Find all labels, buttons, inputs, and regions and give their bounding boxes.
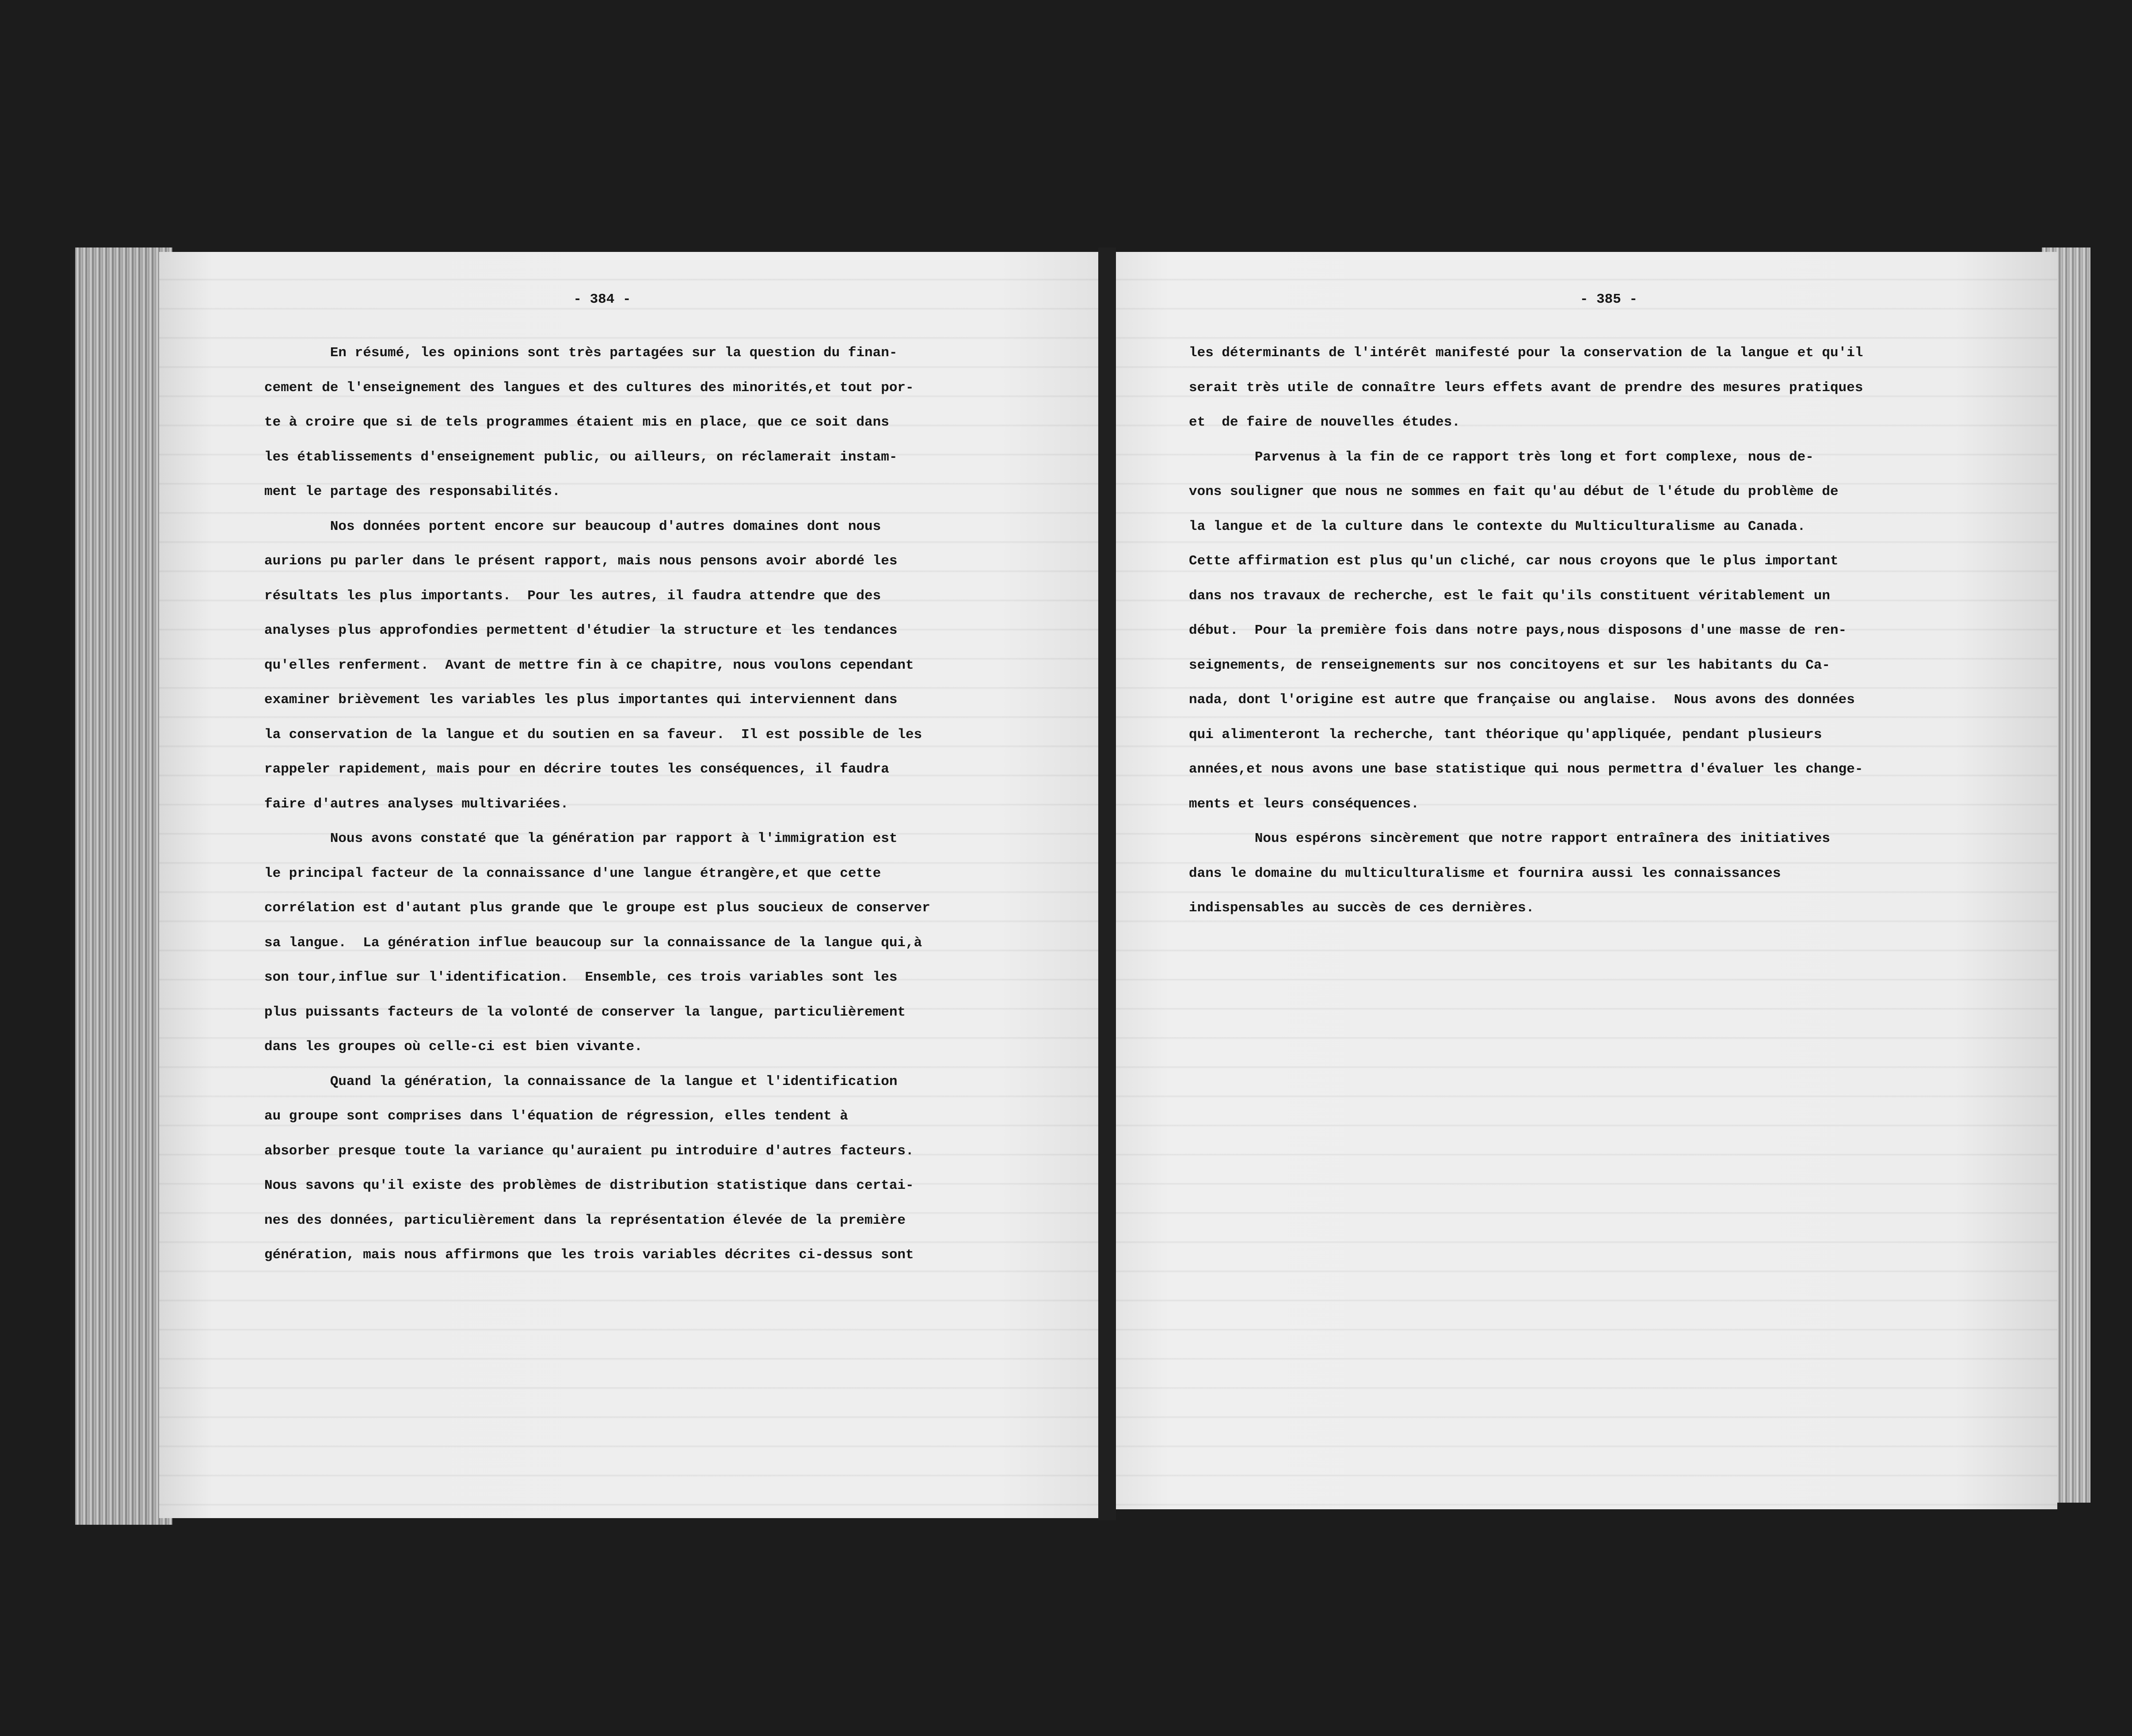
book-gutter [1098,247,1116,1520]
text-line: faire d'autres analyses multivariées. [264,796,569,812]
text-line: génération, mais nous affirmons que les trois variables décrites ci-dessus sont [264,1247,914,1263]
text-line: années,et nous avons une base statistique qui nous permettra d'évaluer les change- [1189,761,1863,777]
text-line: plus puissants facteurs de la volonté de conserver la langue, particulièrement [264,1004,906,1020]
text-line: seignements, de renseignements sur nos concitoyens et sur les habitants du Ca- [1189,657,1831,673]
text-line: Nous espérons sincèrement que notre rapport entraînera des initiatives [1189,831,1831,846]
text-line: indispensables au succès de ces dernières. [1189,900,1534,916]
text-line: ments et leurs conséquences. [1189,796,1419,812]
text-line: ment le partage des responsabilités. [264,484,560,499]
text-line: corrélation est d'autant plus grande que le groupe est plus soucieux de conserver [264,900,930,916]
text-line: qu'elles renferment. Avant de mettre fin à ce chapitre, nous voulons cependant [264,657,914,673]
left-page [159,252,1098,1518]
text-line: la conservation de la langue et du soutien en sa faveur. Il est possible de les [264,727,922,742]
text-line: examiner brièvement les variables les plus importantes qui interviennent dans [264,692,898,708]
text-line: nada, dont l'origine est autre que française ou anglaise. Nous avons des données [1189,692,1855,708]
text-line: début. Pour la première fois dans notre pays,nous disposons d'une masse de ren- [1189,623,1847,638]
text-line: au groupe sont comprises dans l'équation de régression, elles tendent à [264,1108,848,1124]
text-line: rappeler rapidement, mais pour en décrire toutes les conséquences, il faudra [264,761,889,777]
text-line: te à croire que si de tels programmes étaient mis en place, que ce soit dans [264,415,889,430]
text-line: dans le domaine du multiculturalisme et fournira aussi les connaissances [1189,865,1781,881]
text-line: Nos données portent encore sur beaucoup d'autres domaines dont nous [264,518,881,534]
right-page [1116,252,2057,1509]
page-number: - 384 - [573,292,631,307]
text-line: sa langue. La génération influe beaucoup sur la connaissance de la langue qui,à [264,935,922,951]
text-line: Quand la génération, la connaissance de la langue et l'identification [264,1074,898,1089]
text-line: résultats les plus importants. Pour les autres, il faudra attendre que des [264,588,881,604]
text-line: la langue et de la culture dans le contexte du Multiculturalisme au Canada. [1189,518,1806,534]
text-line: analyses plus approfondies permettent d'étudier la structure et les tendances [264,623,898,638]
text-line: Nous savons qu'il existe des problèmes de distribution statistique dans certai- [264,1178,914,1193]
text-line: dans nos travaux de recherche, est le fait qu'ils constituent véritablement un [1189,588,1831,604]
text-line: Nous avons constaté que la génération par rapport à l'immigration est [264,831,898,846]
text-line: et de faire de nouvelles études. [1189,415,1460,430]
text-line: aurions pu parler dans le présent rapport, mais nous pensons avoir abordé les [264,553,898,569]
text-line: absorber presque toute la variance qu'auraient pu introduire d'autres facteurs. [264,1143,914,1159]
text-line: nes des données, particulièrement dans la représentation élevée de la première [264,1212,906,1228]
text-line: le principal facteur de la connaissance d'une langue étrangère,et que cette [264,865,881,881]
text-line: serait très utile de connaître leurs effets avant de prendre des mesures pratiques [1189,380,1863,396]
text-line: Cette affirmation est plus qu'un cliché, car nous croyons que le plus important [1189,553,1839,569]
page-body-text [1189,336,1863,926]
text-line: vons souligner que nous ne sommes en fait qu'au début de l'étude du problème de [1189,484,1839,499]
text-line: les établissements d'enseignement public, ou ailleurs, on réclamerait instam- [264,449,898,465]
text-line: cement de l'enseignement des langues et des cultures des minorités,et tout por- [264,380,914,396]
text-line: En résumé, les opinions sont très partagées sur la question du finan- [264,345,898,361]
text-line: les déterminants de l'intérêt manifesté pour la conservation de la langue et qu'il [1189,345,1863,361]
page-number: - 385 - [1580,292,1638,307]
text-line: Parvenus à la fin de ce rapport très long et fort complexe, nous de- [1189,449,1814,465]
left-page-edges [75,247,172,1525]
text-line: son tour,influe sur l'identification. Ensemble, ces trois variables sont les [264,970,898,985]
page-body-text [264,336,930,1273]
text-line: qui alimenteront la recherche, tant théorique qu'appliquée, pendant plusieurs [1189,727,1822,742]
text-line: dans les groupes où celle-ci est bien vivante. [264,1039,643,1055]
